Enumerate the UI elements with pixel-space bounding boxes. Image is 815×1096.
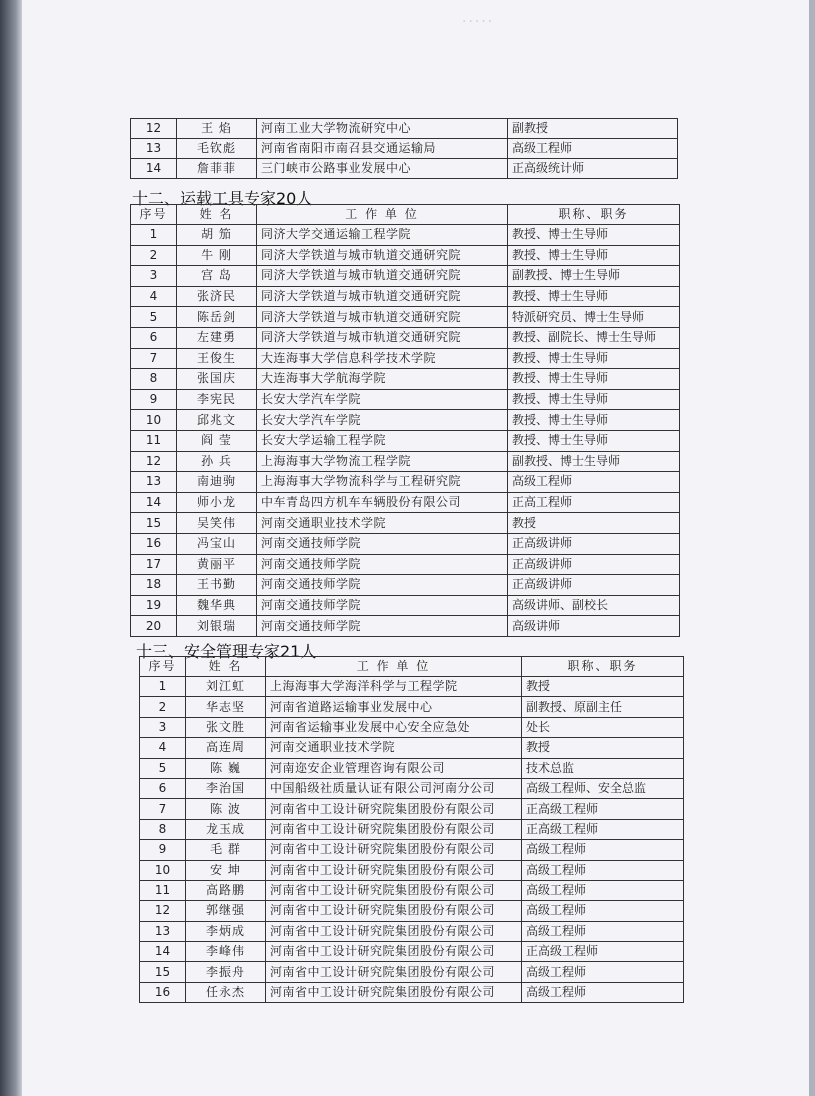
row-number: 9 [131,389,177,410]
person-name: 陈 波 [186,799,266,819]
row-number: 19 [131,595,177,616]
organization: 河南交通职业技术学院 [257,513,508,534]
job-title: 正高级讲师 [508,575,680,596]
person-name: 魏华典 [177,595,257,616]
organization: 河南工业大学物流研究中心 [257,119,508,139]
table-row [131,389,680,410]
organization: 大连海事大学航海学院 [257,369,508,390]
person-name: 王 焰 [177,119,257,139]
person-name: 宫 岛 [177,266,257,287]
job-title: 正高级讲师 [508,554,680,575]
job-title: 高级工程师 [522,880,684,900]
job-title: 副教授、原副主任 [522,697,684,717]
job-title: 教授 [522,677,684,697]
person-name: 张文胜 [186,717,266,737]
table-row [131,266,680,287]
table-row [140,677,684,697]
person-name: 华志坚 [186,697,266,717]
row-number: 4 [131,286,177,307]
person-name: 张国庆 [177,369,257,390]
row-number: 13 [140,921,186,941]
row-number: 2 [131,245,177,266]
organization: 中车青岛四方机车车辆股份有限公司 [257,492,508,513]
header-org: 工 作 单 位 [266,657,522,677]
table-row [131,327,680,348]
person-name: 陈岳剑 [177,307,257,328]
table-row [140,942,684,962]
organization: 同济大学交通运输工程学院 [257,225,508,246]
table-row [140,982,684,1002]
row-number: 7 [140,799,186,819]
scan-edge [0,0,22,1096]
table-row [131,307,680,328]
row-number: 5 [140,758,186,778]
person-name: 郭继强 [186,901,266,921]
job-title: 正高级工程师 [522,942,684,962]
organization: 河南省中工设计研究院集团股份有限公司 [266,880,522,900]
table-row [131,348,680,369]
organization: 河南交通技师学院 [257,575,508,596]
table-row [131,575,680,596]
table-row [131,492,680,513]
header-org: 工 作 单 位 [257,205,508,225]
row-number: 14 [131,492,177,513]
row-number: 12 [131,119,177,139]
job-title: 教授、博士生导师 [508,286,680,307]
header-title: 职称、职务 [508,205,680,225]
table-row [131,430,680,451]
job-title: 高级讲师 [508,616,680,637]
organization: 中国船级社质量认证有限公司河南分公司 [266,778,522,798]
person-name: 胡 笳 [177,225,257,246]
row-number: 3 [131,266,177,287]
job-title: 副教授、博士生导师 [508,266,680,287]
row-number: 11 [131,430,177,451]
job-title: 教授、博士生导师 [508,348,680,369]
job-title: 正高工程师 [508,492,680,513]
table-row [131,410,680,431]
organization: 河南省中工设计研究院集团股份有限公司 [266,921,522,941]
job-title: 教授、博士生导师 [508,389,680,410]
organization: 河南省中工设计研究院集团股份有限公司 [266,819,522,839]
organization: 河南省南阳市南召县交通运输局 [257,139,508,159]
bleed-through-mark: ····· [462,14,495,30]
job-title: 特派研究员、博士生导师 [508,307,680,328]
organization: 河南省道路运输事业发展中心 [266,697,522,717]
row-number: 6 [140,778,186,798]
section-13-title: 十三、安全管理专家21人 [136,642,317,661]
person-name: 高连周 [186,738,266,758]
table-row [140,778,684,798]
organization: 上海海事大学物流工程学院 [257,451,508,472]
organization: 河南省中工设计研究院集团股份有限公司 [266,942,522,962]
job-title: 高级工程师 [522,962,684,982]
job-title: 教授、博士生导师 [508,225,680,246]
organization: 河南省中工设计研究院集团股份有限公司 [266,799,522,819]
table-row [140,880,684,900]
job-title: 高级工程师 [508,472,680,493]
person-name: 刘江虹 [186,677,266,697]
row-number: 8 [140,819,186,839]
row-number: 17 [131,554,177,575]
job-title: 正高级统计师 [508,159,678,179]
job-title: 正高级讲师 [508,533,680,554]
table-row [131,472,680,493]
table-row [131,369,680,390]
row-number: 10 [140,860,186,880]
person-name: 李振舟 [186,962,266,982]
table-header-row [131,205,680,225]
person-name: 高路鹏 [186,880,266,900]
row-number: 7 [131,348,177,369]
table-row [140,921,684,941]
organization: 河南交通技师学院 [257,595,508,616]
person-name: 李峰伟 [186,942,266,962]
person-name: 毛钦彪 [177,139,257,159]
organization: 上海海事大学物流科学与工程研究院 [257,472,508,493]
person-name: 孙 兵 [177,451,257,472]
row-number: 13 [131,139,177,159]
organization: 同济大学铁道与城市轨道交通研究院 [257,266,508,287]
row-number: 1 [131,225,177,246]
table-row [140,860,684,880]
job-title: 高级工程师 [522,901,684,921]
section-13-table-body [140,677,684,1003]
header-title: 职称、职务 [522,657,684,677]
table-row [131,616,680,637]
header-no: 序号 [131,205,177,225]
job-title: 高级工程师 [522,860,684,880]
table-row [131,159,678,179]
person-name: 邱兆文 [177,410,257,431]
person-name: 张济民 [177,286,257,307]
organization: 长安大学运输工程学院 [257,430,508,451]
job-title: 高级工程师、安全总监 [522,778,684,798]
header-name: 姓 名 [186,657,266,677]
job-title: 教授、博士生导师 [508,410,680,431]
row-number: 12 [131,451,177,472]
job-title: 技术总监 [522,758,684,778]
row-number: 15 [140,962,186,982]
organization: 河南迩安企业管理咨询有限公司 [266,758,522,778]
person-name: 师小龙 [177,492,257,513]
table-row [140,799,684,819]
person-name: 毛 群 [186,840,266,860]
person-name: 王俊生 [177,348,257,369]
job-title: 副教授 [508,119,678,139]
row-number: 10 [131,410,177,431]
table-row [140,962,684,982]
row-number: 2 [140,697,186,717]
job-title: 教授、博士生导师 [508,430,680,451]
person-name: 安 坤 [186,860,266,880]
person-name: 陈 巍 [186,758,266,778]
person-name: 任永杰 [186,982,266,1002]
organization: 河南省中工设计研究院集团股份有限公司 [266,962,522,982]
organization: 河南省中工设计研究院集团股份有限公司 [266,840,522,860]
row-number: 6 [131,327,177,348]
table-row [131,119,678,139]
organization: 河南交通技师学院 [257,533,508,554]
table-row [140,717,684,737]
section-13-table [139,656,684,1003]
section-12-title: 十二、运载工具专家20人 [132,189,313,208]
table-row [131,139,678,159]
row-number: 4 [140,738,186,758]
organization: 长安大学汽车学院 [257,389,508,410]
table-row [131,533,680,554]
table-header-row [140,657,684,677]
table-row [140,758,684,778]
job-title: 高级讲师、副校长 [508,595,680,616]
row-number: 20 [131,616,177,637]
continued-table-body [131,119,678,179]
table-row [131,225,680,246]
row-number: 14 [131,159,177,179]
person-name: 左建勇 [177,327,257,348]
person-name: 王书勤 [177,575,257,596]
job-title: 高级工程师 [522,982,684,1002]
table-row [140,738,684,758]
row-number: 14 [140,942,186,962]
job-title: 教授、博士生导师 [508,369,680,390]
person-name: 刘银瑞 [177,616,257,637]
row-number: 8 [131,369,177,390]
row-number: 16 [140,982,186,1002]
person-name: 李宪民 [177,389,257,410]
job-title: 正高级工程师 [522,799,684,819]
job-title: 教授、副院长、博士生导师 [508,327,680,348]
person-name: 龙玉成 [186,819,266,839]
organization: 上海海事大学海洋科学与工程学院 [266,677,522,697]
job-title: 教授、博士生导师 [508,245,680,266]
table-row [140,697,684,717]
organization: 同济大学铁道与城市轨道交通研究院 [257,307,508,328]
scan-right-edge [809,0,815,1096]
table-row [140,901,684,921]
row-number: 12 [140,901,186,921]
organization: 河南省运输事业发展中心安全应急处 [266,717,522,737]
person-name: 詹菲菲 [177,159,257,179]
section-12-table-body [131,225,680,637]
organization: 大连海事大学信息科学技术学院 [257,348,508,369]
job-title: 副教授、博士生导师 [508,451,680,472]
person-name: 冯宝山 [177,533,257,554]
table-row [131,286,680,307]
row-number: 15 [131,513,177,534]
organization: 同济大学铁道与城市轨道交通研究院 [257,327,508,348]
job-title: 教授 [522,738,684,758]
header-name: 姓 名 [177,205,257,225]
organization: 河南交通技师学院 [257,554,508,575]
table-row [131,554,680,575]
table-row [140,840,684,860]
row-number: 13 [131,472,177,493]
header-no: 序号 [140,657,186,677]
organization: 河南交通职业技术学院 [266,738,522,758]
organization: 河南省中工设计研究院集团股份有限公司 [266,901,522,921]
row-number: 16 [131,533,177,554]
organization: 河南省中工设计研究院集团股份有限公司 [266,860,522,880]
row-number: 1 [140,677,186,697]
organization: 三门峡市公路事业发展中心 [257,159,508,179]
table-row [131,595,680,616]
person-name: 南迪驹 [177,472,257,493]
row-number: 9 [140,840,186,860]
job-title: 正高级工程师 [522,819,684,839]
table-row [131,245,680,266]
job-title: 处长 [522,717,684,737]
table-row [140,819,684,839]
person-name: 李炳成 [186,921,266,941]
job-title: 高级工程师 [522,921,684,941]
table-row [131,451,680,472]
person-name: 牛 刚 [177,245,257,266]
person-name: 李治国 [186,778,266,798]
job-title: 高级工程师 [508,139,678,159]
organization: 河南交通技师学院 [257,616,508,637]
row-number: 3 [140,717,186,737]
organization: 同济大学铁道与城市轨道交通研究院 [257,286,508,307]
organization: 同济大学铁道与城市轨道交通研究院 [257,245,508,266]
job-title: 高级工程师 [522,840,684,860]
row-number: 5 [131,307,177,328]
table-row [131,513,680,534]
section-12-table [130,204,680,637]
person-name: 吴笑伟 [177,513,257,534]
row-number: 18 [131,575,177,596]
organization: 长安大学汽车学院 [257,410,508,431]
continued-table [130,118,678,179]
person-name: 黄丽平 [177,554,257,575]
job-title: 教授 [508,513,680,534]
person-name: 阎 莹 [177,430,257,451]
organization: 河南省中工设计研究院集团股份有限公司 [266,982,522,1002]
row-number: 11 [140,880,186,900]
